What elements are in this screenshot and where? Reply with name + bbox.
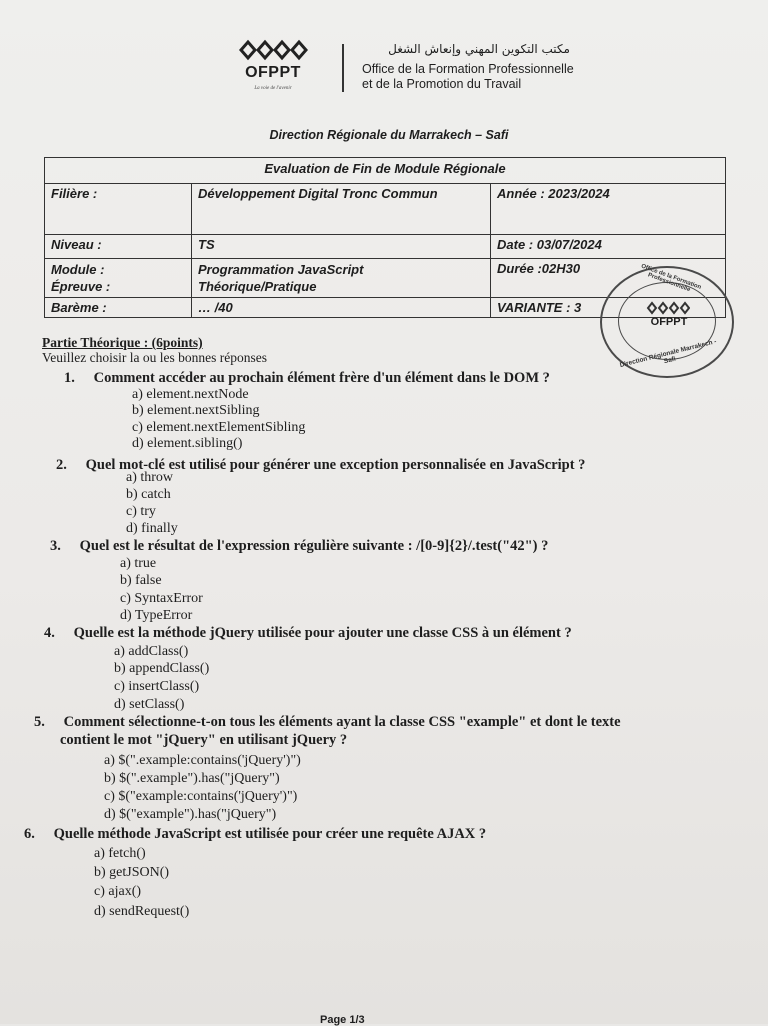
question-text: Quel mot-clé est utilisé pour générer une exception personnalisée en JavaScript ? <box>85 457 586 473</box>
variante-value: VARIANTE : 3 <box>491 298 726 318</box>
niveau-label: Niveau : <box>45 235 192 259</box>
bareme-label: Barème : <box>45 298 192 318</box>
official-stamp <box>600 263 734 378</box>
q2-option-d: d) finally <box>126 521 178 536</box>
q2-option-b: b) catch <box>126 487 171 502</box>
q2-option-c: c) try <box>126 504 156 519</box>
stamp-bottom-text: Direction Régionale Marrakech - Safi <box>619 338 718 370</box>
q4-option-c: c) insertClass() <box>114 679 200 694</box>
question-number: 2. <box>56 457 67 473</box>
ofppt-logo <box>232 38 314 100</box>
q4-option-b: b) appendClass() <box>114 661 210 676</box>
office-name-line1: Office de la Formation Professionnelle <box>362 62 574 76</box>
logo-tagline: La voie de l'avenir <box>254 86 292 91</box>
filiere-label: Filière : <box>45 184 192 235</box>
q3-option-a: a) true <box>120 556 157 571</box>
q5-option-a: a) $(".example:contains('jQuery')") <box>104 753 301 768</box>
annee-value: Année : 2023/2024 <box>491 184 726 235</box>
question-text: Quelle méthode JavaScript est utilisée pour créer une requête AJAX ? <box>53 826 487 842</box>
q5-option-c: c) $("example:contains('jQuery')") <box>104 789 298 804</box>
q4-option-a: a) addClass() <box>114 644 189 659</box>
bareme-value: … /40 <box>192 298 491 318</box>
module-epreuve-values <box>192 259 491 298</box>
header-divider <box>342 44 344 92</box>
evaluation-title: Evaluation de Fin de Module Régionale <box>45 158 726 184</box>
q3-option-b: b) false <box>120 573 162 588</box>
module-label: Module : <box>51 262 105 277</box>
niveau-value: TS <box>192 235 491 259</box>
question-number: 4. <box>44 625 55 641</box>
direction-title: Direction Régionale du Marrakech – Safi <box>269 128 509 142</box>
question-1 <box>64 370 550 387</box>
date-value: Date : 03/07/2024 <box>491 235 726 259</box>
page-number: Page 1/3 <box>320 1014 365 1026</box>
q6-option-a: a) fetch() <box>94 846 146 861</box>
duree-value: Durée :02H30 <box>491 259 726 298</box>
q1-option-b: b) element.nextSibling <box>132 403 260 418</box>
q1-option-a: a) element.nextNode <box>132 387 249 402</box>
logo-text: OFPPT <box>245 64 301 81</box>
stamp-name: OFPPT <box>650 316 688 328</box>
question-number: 5. <box>34 714 45 730</box>
question-text: Comment accéder au prochain élément frère d'un élément dans le DOM ? <box>93 370 550 386</box>
filiere-value: Développement Digital Tronc Commun <box>192 184 491 235</box>
question-text: Comment sélectionne-t-on tous les éléments ayant la classe CSS "example" et dont le texte <box>63 714 621 730</box>
q6-option-c: c) ajax() <box>94 884 142 899</box>
q1-option-d: d) element.sibling() <box>132 436 243 451</box>
q6-option-d: d) sendRequest() <box>94 904 190 919</box>
module-value: Programmation JavaScript <box>198 262 364 277</box>
question-3 <box>50 538 548 555</box>
question-number: 3. <box>50 538 61 554</box>
q4-option-d: d) setClass() <box>114 697 185 712</box>
q3-option-d: d) TypeError <box>120 608 193 623</box>
q3-option-c: c) SyntaxError <box>120 591 203 606</box>
question-number: 6. <box>24 826 35 842</box>
ofppt-logo-icon <box>238 38 308 62</box>
question-4 <box>44 625 572 642</box>
epreuve-label: Épreuve : <box>51 279 111 294</box>
question-5 <box>34 714 621 731</box>
stamp-top-text: Office de la Formation Professionnelle <box>640 263 702 294</box>
stamp-logo-icon <box>646 300 690 316</box>
instruction-text: Veuillez choisir la ou les bonnes réponses <box>42 350 267 365</box>
section-heading: Partie Théorique : (6points) <box>42 335 203 350</box>
epreuve-value: Théorique/Pratique <box>198 279 317 294</box>
q2-option-a: a) throw <box>126 470 174 485</box>
question-text: Quel est le résultat de l'expression régulière suivante : /[0-9]{2}/.test("42") ? <box>79 538 549 554</box>
question-6 <box>24 826 486 843</box>
question-5-continuation: contient le mot "jQuery" en utilisant jQuery ? <box>60 732 348 748</box>
office-name-line2: et de la Promotion du Travail <box>362 77 522 91</box>
q5-option-b: b) $(".example").has("jQuery") <box>104 771 280 786</box>
q6-option-b: b) getJSON() <box>94 865 170 880</box>
q5-option-d: d) $("example").has("jQuery") <box>104 807 277 822</box>
q1-option-c: c) element.nextElementSibling <box>132 420 306 435</box>
question-text: Quelle est la méthode jQuery utilisée pour ajouter une classe CSS à un élément ? <box>73 625 572 641</box>
office-name-arabic: مكتب التكوين المهني وإنعاش الشغل <box>388 42 570 56</box>
module-epreuve-labels <box>45 259 192 298</box>
question-number: 1. <box>64 370 75 386</box>
